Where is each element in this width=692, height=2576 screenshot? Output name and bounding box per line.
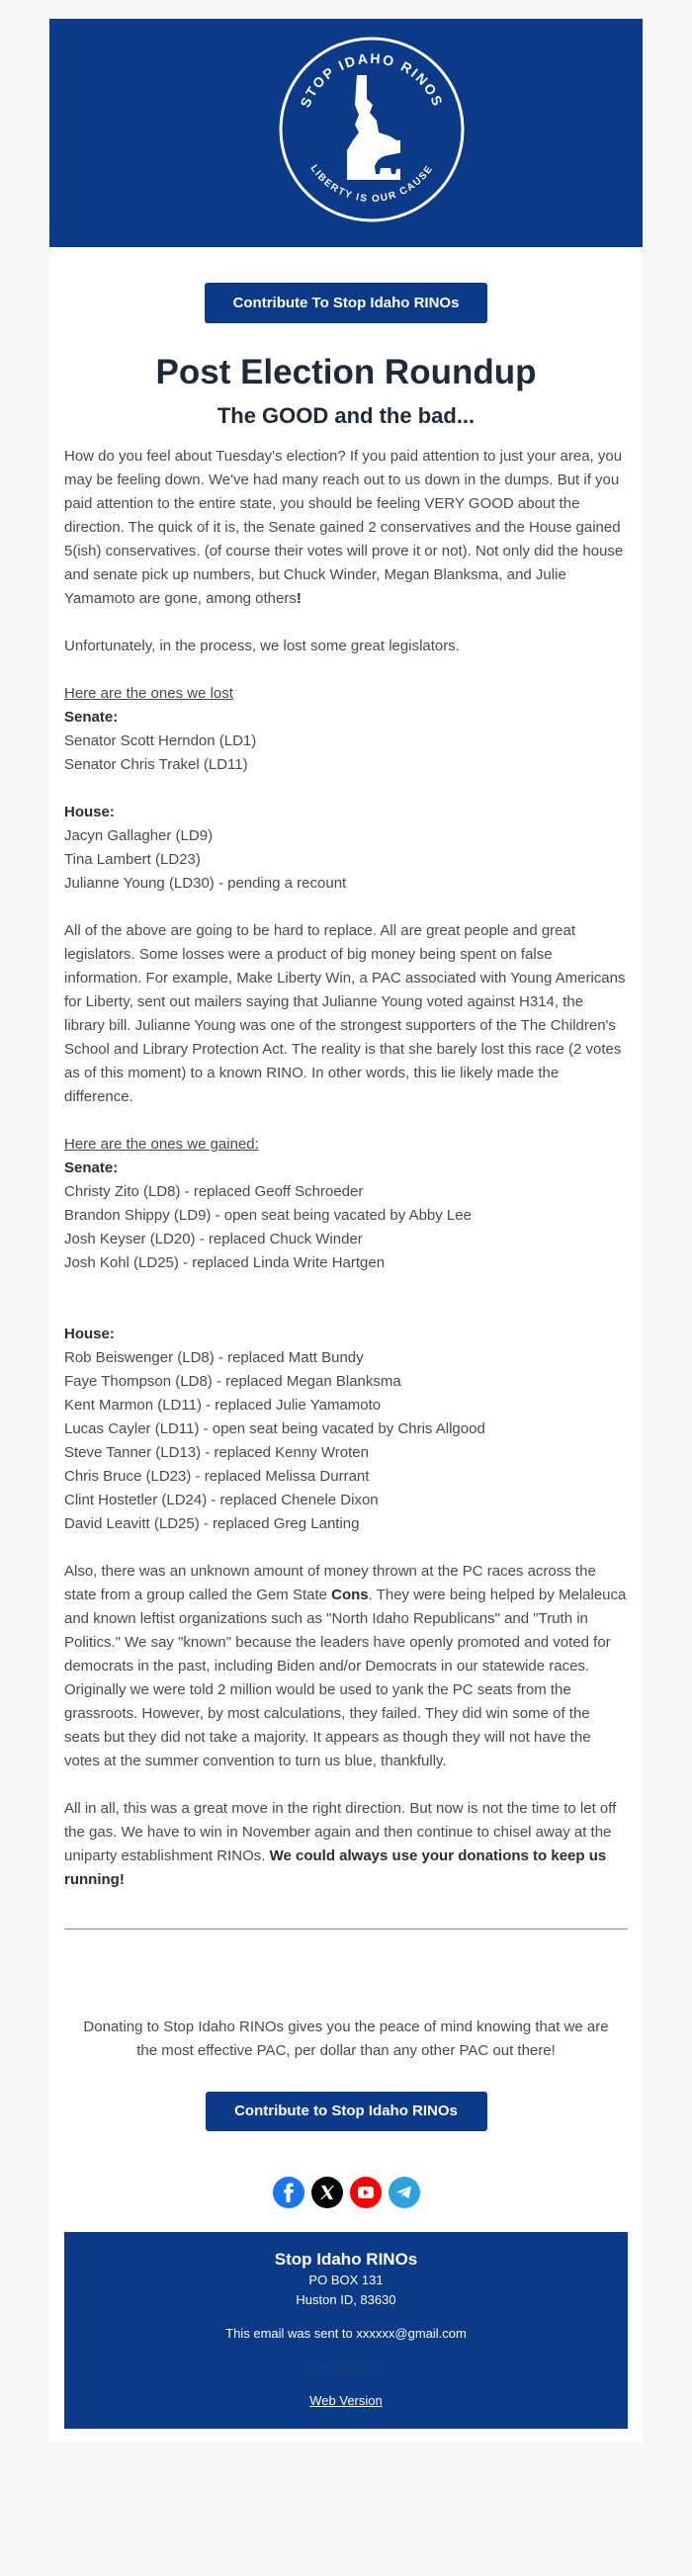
- gained-section: [64, 1133, 628, 1275]
- unfortunately-paragraph: Unfortunately, in the process, we lost some great legislators.: [64, 638, 460, 654]
- intro-end: !: [296, 590, 302, 607]
- footer-email-line: This email was sent to xxxxxx@gmail.com: [225, 2326, 467, 2341]
- unsubscribe-link[interactable]: Unsubscribe: [309, 2360, 383, 2374]
- donate-text: Donating to Stop Idaho RINOs gives you the peace of mind knowing that we are the most effective PAC, per dollar than any other PAC out there!: [83, 2018, 609, 2059]
- list-item: Lucas Cayler (LD11) - open seat being vacated by Chris Allgood: [64, 1420, 485, 1437]
- article-body: [64, 445, 628, 1892]
- list-item: David Leavitt (LD25) - replaced Greg Lanting: [64, 1515, 360, 1532]
- logo-bottom-text: LIBERTY IS OUR CAUSE: [307, 163, 436, 206]
- list-item: Tina Lambert (LD23): [64, 851, 201, 868]
- list-item: Senator Chris Trakel (LD11): [64, 756, 248, 773]
- footer-po-box: PO BOX 131: [308, 2273, 384, 2287]
- list-item: Christy Zito (LD8) - replaced Geoff Schroeder: [64, 1183, 364, 1200]
- header-banner: [49, 19, 643, 247]
- lost-section: [64, 682, 628, 777]
- email-container: [49, 19, 643, 2443]
- replace-paragraph: All of the above are going to be hard to replace. All are great people and great legislators. Some losses were a product of big money being spent on false information. For example, Make Liberty Win, a PAC associated with Young Americans for Liberty, sent out mailers saying that Julianne Young voted against H314, the library bill. Julianne Young was one of the strongest supporters of the The Children's School and Library Protection Act. The reality is that she barely lost this race (2 votes as of this moment) to a known RINO. In other words, this lie likely made the difference.: [64, 922, 626, 1105]
- gem-state-paragraph: [64, 1560, 628, 1773]
- lost-house-section: [64, 801, 628, 896]
- logo-top-text: STOP IDAHO RINOS: [297, 49, 447, 110]
- list-item: Clint Hostetler (LD24) - replaced Chenele Dixon: [64, 1492, 379, 1508]
- footer-org-name: Stop Idaho RINOs: [274, 2250, 418, 2269]
- list-item: Josh Keyser (LD20) - replaced Chuck Winder: [64, 1231, 363, 1247]
- stop-idaho-rinos-logo: [276, 34, 468, 225]
- footer-city: Huston ID, 83630: [296, 2292, 396, 2307]
- youtube-icon[interactable]: [350, 2177, 382, 2208]
- page-title: Post Election Roundup: [155, 353, 537, 391]
- list-item: Rob Beiswenger (LD8) - replaced Matt Bundy: [64, 1349, 364, 1366]
- gained-house-section: [64, 1323, 628, 1536]
- list-item: Steve Tanner (LD13) - replaced Kenny Wroten: [64, 1444, 369, 1461]
- contribute-button-top[interactable]: Contribute To Stop Idaho RINOs: [205, 283, 487, 323]
- footer: [64, 2232, 628, 2429]
- list-item: Josh Kohl (LD25) - replaced Linda Write Hartgen: [64, 1254, 386, 1271]
- telegram-icon[interactable]: [389, 2177, 420, 2208]
- contribute-button-bottom[interactable]: Contribute to Stop Idaho RINOs: [206, 2092, 487, 2131]
- web-version-link[interactable]: Web Version: [309, 2393, 383, 2408]
- page-subtitle: The GOOD and the bad...: [216, 403, 476, 428]
- divider: [64, 1929, 628, 1930]
- list-item: Chris Bruce (LD23) - replaced Melissa Durrant: [64, 1468, 370, 1485]
- gained-heading: Here are the ones we gained:: [64, 1136, 259, 1153]
- bottom-spacer: [64, 2429, 628, 2443]
- gem-before: Also, there was an unknown amount of money thrown at the PC races across the state from a group called the Gem State: [64, 1563, 596, 1603]
- gained-house-label: House:: [64, 1326, 115, 1342]
- intro-text: How do you feel about Tuesday's election? If you paid attention to just your area, you may be feeling down. We've had many reach out to us down in the dumps. But if you paid attention to the entire state, you should be feeling VERY GOOD about the direction. The quick of it is, the Senate gained 2 conservatives and the House gained 5(ish) conservatives. (of course their votes will prove it or not). Not only did the house and senate pick up numbers, but Chuck Winder, Megan Blanksma, and Julie Yamamoto are gone, among others: [64, 448, 624, 607]
- list-item: Kent Marmon (LD11) - replaced Julie Yamamoto: [64, 1397, 382, 1414]
- closing-text: All in all, this was a great move in the right direction. But now is not the time to let off the gas. We have to win in November again and then continue to chisel away at the uniparty establishment RINOs.: [64, 1800, 617, 1864]
- gem-bold: Cons: [331, 1587, 369, 1603]
- list-item: Brandon Shippy (LD9) - open seat being vacated by Abby Lee: [64, 1207, 472, 1224]
- gem-after: . They were being helped by Melaleuca and known leftist organizations such as "North Idaho Republicans" and "Truth in Politics." We say "known" because the leaders have openly promoted and voted for democrats in the past, including Biden and/or Democrats in our statewide races. Originally we were told 2 million would be used to yank the PC seats from the grassroots. However, by most calculations, they failed. They did win some of the seats but they did not take a majority. It appears as though they will not have the votes at the summer convention to turn us blue, thankfully.: [64, 1587, 627, 1769]
- list-item: Julianne Young (LD30) - pending a recount: [64, 875, 347, 892]
- intro-paragraph: [64, 445, 628, 611]
- facebook-icon[interactable]: [273, 2177, 304, 2208]
- social-links: [64, 2177, 628, 2208]
- lost-heading: Here are the ones we lost: [64, 685, 233, 702]
- list-item: Jacyn Gallagher (LD9): [64, 827, 214, 844]
- closing-paragraph: [64, 1797, 628, 1892]
- content-area: [49, 247, 643, 2443]
- lost-senate-label: Senate:: [64, 709, 119, 726]
- gained-senate-label: Senate:: [64, 1159, 119, 1176]
- x-icon[interactable]: [311, 2177, 343, 2208]
- closing-bold: We could always use your donations to keep us running!: [64, 1847, 607, 1888]
- list-item: Senator Scott Herndon (LD1): [64, 732, 257, 749]
- list-item: Faye Thompson (LD8) - replaced Megan Blanksma: [64, 1373, 401, 1390]
- lost-house-label: House:: [64, 804, 115, 820]
